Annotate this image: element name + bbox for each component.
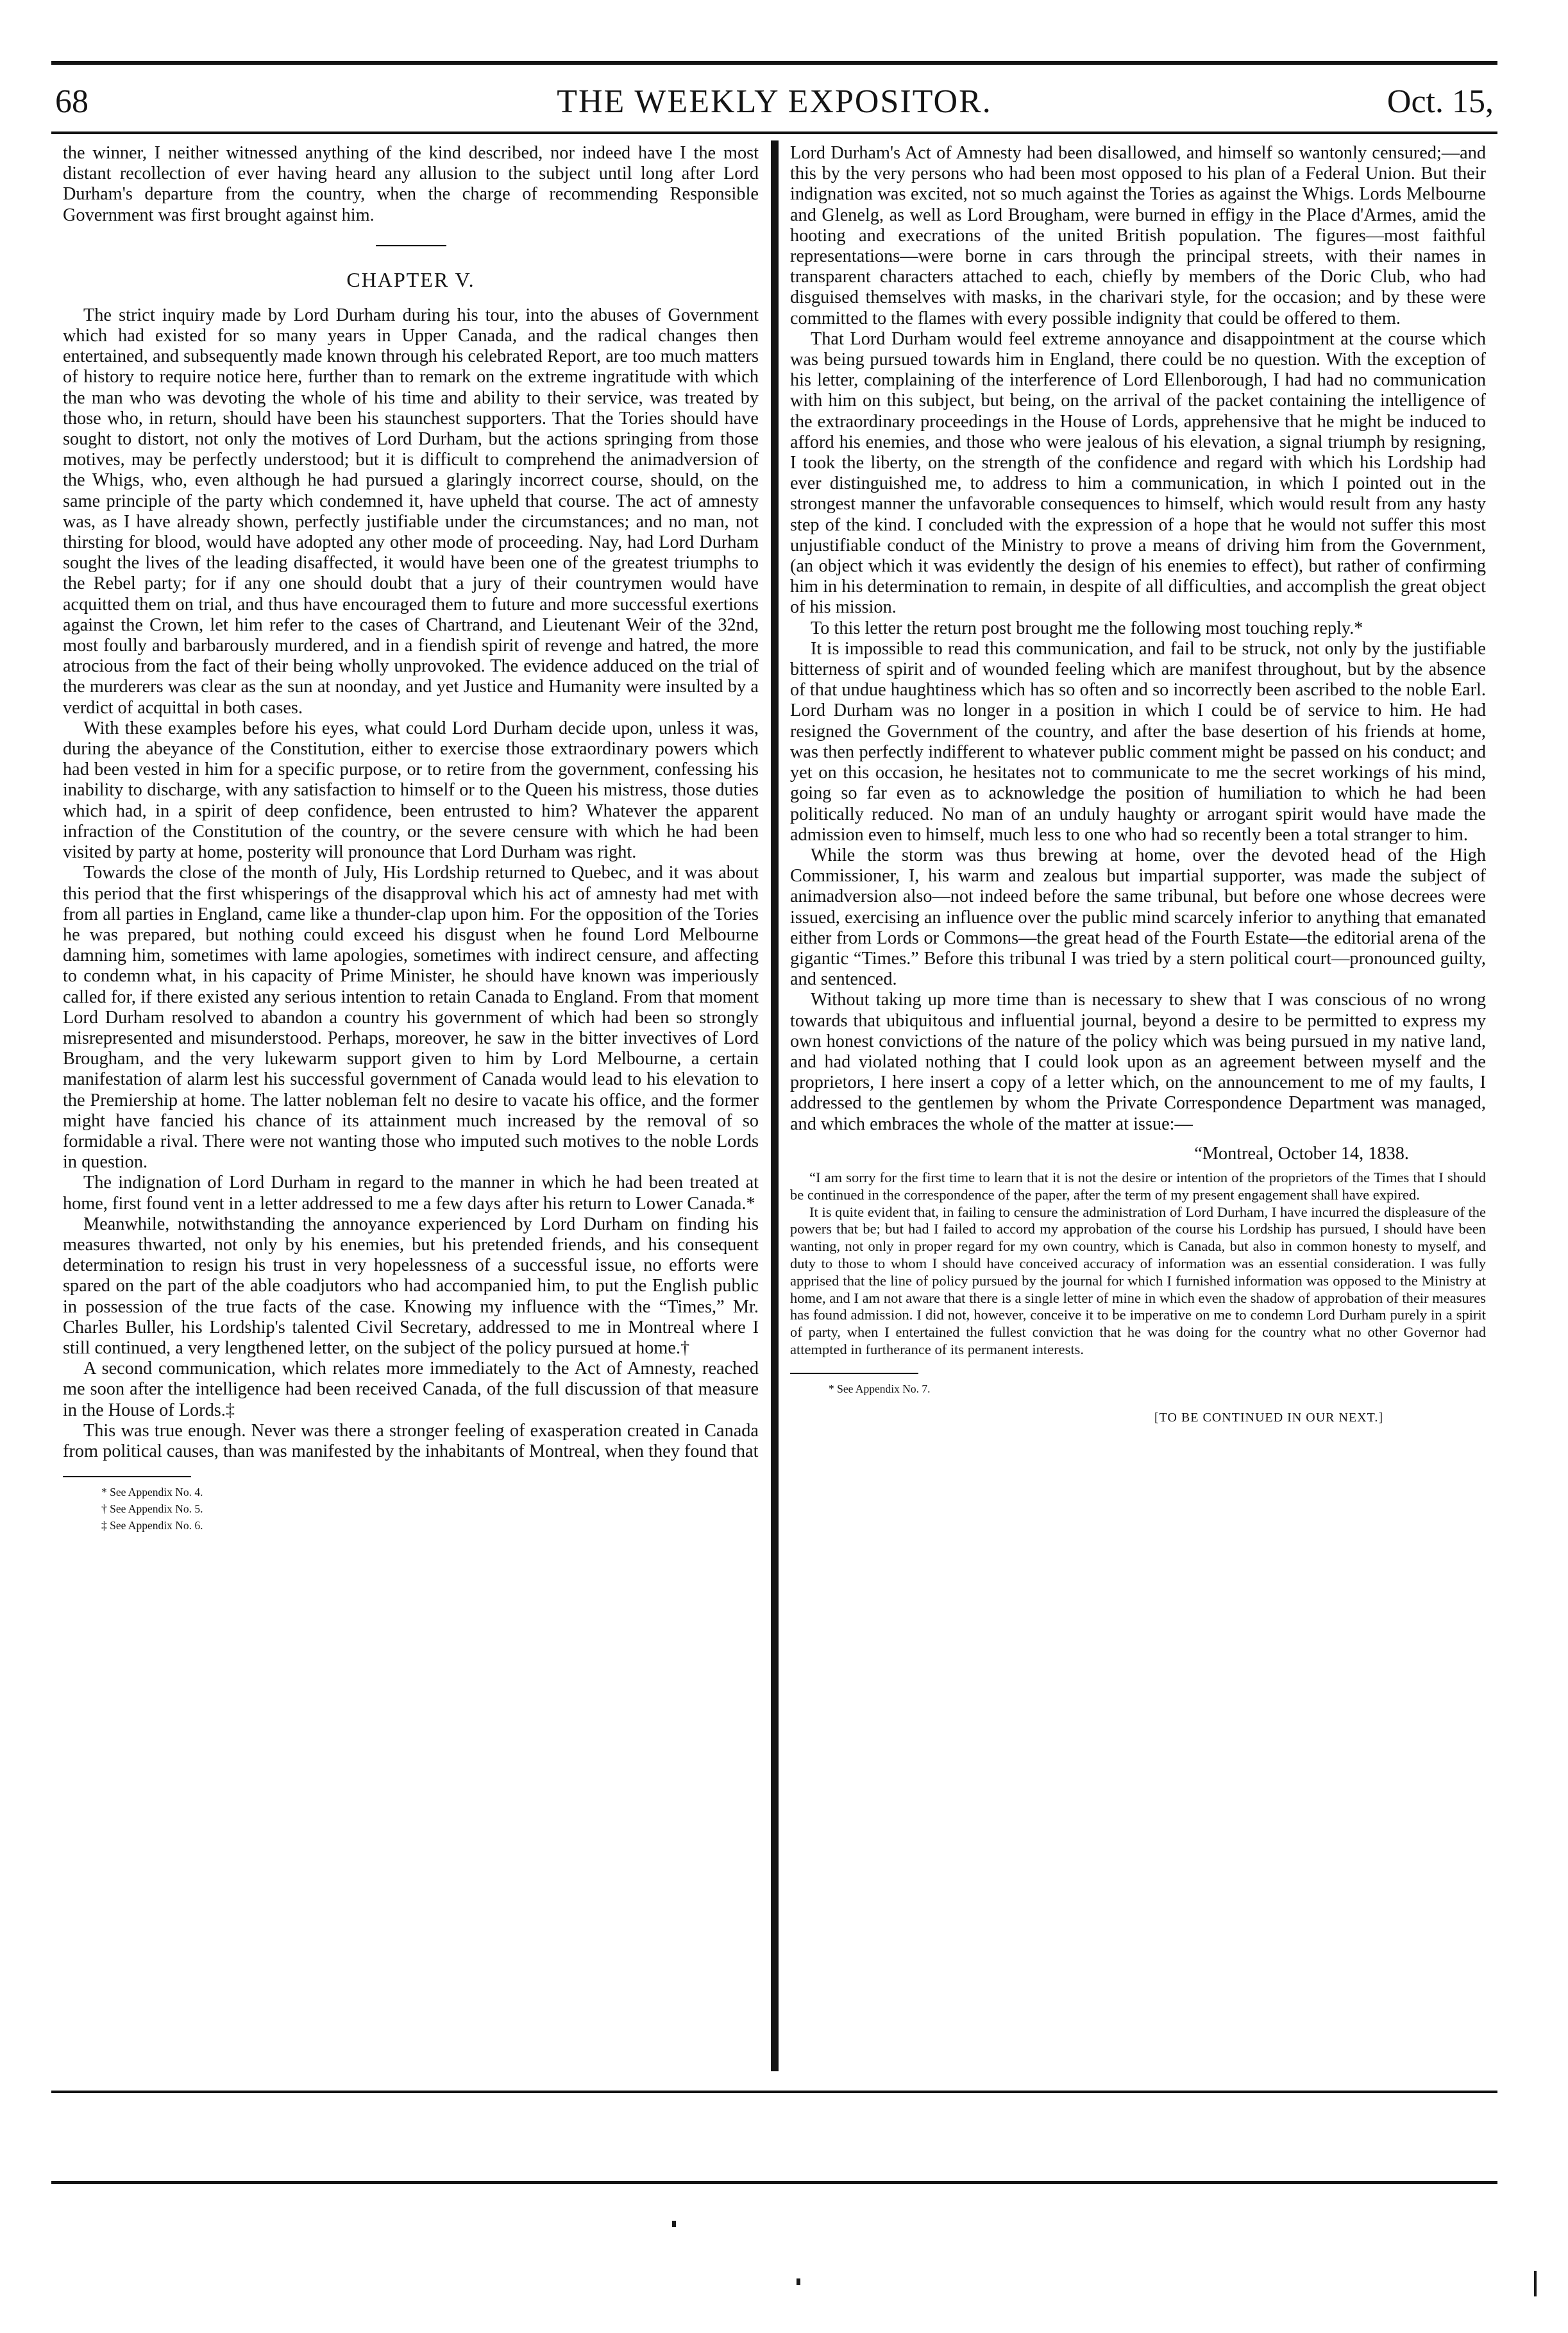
print-speck [672, 2221, 676, 2227]
paragraph: This was true enough. Never was there a stronger feeling of exasperation created in Canada from political causes, than was manifested by the inhabitants of Montreal, when they found that [63, 1420, 759, 1461]
issue-date: Oct. 15, [1387, 83, 1494, 120]
footnote: * See Appendix No. 7. [829, 1382, 931, 1395]
paragraph: While the storm was thus brewing at home, over the devoted head of the High Commissioner, I, his warm and zealous but impartial supporter, was made the subject of animadversion also—not indeed before the same tribunal, but before one whose decrees were issued, exercising an influence over the public mind scarcely inferior to anything that emanated either from Lords or Commons—the great head of the Fourth Estate—the editorial arena of the gigantic “Times.” Before this tribunal I was tried by a stern political court—pronounced guilty, and sentenced. [790, 845, 1486, 990]
column-rule [771, 140, 779, 2071]
paragraph: The strict inquiry made by Lord Durham during his tour, into the abuses of Government which had existed for so many years in Upper Canada, and the radical changes then entertained, and subsequently made known through his celebrated Report, are too much matters of history to require notice here, further than to remark on the extreme ingratitude with which the man who was devoting the whole of his time and ability to their service, was treated by those who, in return, should have been his staunchest supporters. That the Tories should have sought to distort, not only the motives of Lord Durham, but the actions springing from those motives, may be perfectly understood; but it is difficult to comprehend the animadversion of the Whigs, who, even although he had pursued a glaringly incorrect course, should, on the same principle of the party which condemned it, have upheld that course. The act of amnesty was, as I have already shown, perfectly justifiable under the circumstances; and no man, not thirsting for blood, would have adopted any other mode of proceeding. Nay, had Lord Durham sought the lives of the leading disaffected, it would have been one of the greatest triumphs to the Rebel party; for if any one should doubt that a jury of their countrymen would have acquitted them on trial, and thus have encouraged them to future and more successful exertions against the Crown, let him refer to the cases of Chartrand, and Lieutenant Weir of the 32nd, most foully and barbarously murdered, and in a fiendish spirit of revenge and hatred, the more atrocious from the fact of their being wholly unprovoked. The evidence adduced on the trial of the murderers was clear as the sun at noonday, and yet Justice and Humanity were insulted by a verdict of acquittal in both cases. [63, 305, 759, 718]
paragraph: It is impossible to read this communication, and fail to be struck, not only by the justifiable bitterness of spirit and of wounded feeling which are manifest throughout, but by the absence of that undue haughtiness which has so often and so incorrectly been ascribed to the noble Earl. Lord Durham was no longer in a position in which I could be of service to him. He had resigned the Government of the country, and after the base desertion of his friends at home, was then perfectly indifferent to whatever public comment might be passed on his conduct; and yet on this occasion, he hesitates not to communicate to me the secret workings of his mind, going so far even as to acknowledge the position of humiliation to which he had been politically reduced. No man of an unduly haughty or arrogant spirit would have made the admission even to himself, much less to one who had so recently been a total stranger to him. [790, 638, 1486, 845]
letter-dateline: “Montreal, October 14, 1838. [1194, 1143, 1409, 1164]
masthead [51, 74, 1497, 134]
paragraph: That Lord Durham would feel extreme annoyance and disappointment at the course which was being pursued towards him in England, there could be no question. With the exception of his letter, complaining of the interference of Lord Ellenborough, I had had no communication with him on this subject, but being, on the arrival of the packet containing the intelligence of the extraordinary proceedings in the House of Lords, apprehensive that he might be induced to afford his enemies, and those who were jealous of his elevation, a signal triumph by resigning, I took the liberty, on the strength of the confidence and regard with which his Lordship had ever distinguished me, to address to him a communication, in which I pointed out in the strongest manner the unfavorable consequences to himself, which would result from any hasty step of the kind. I concluded with the expression of a hope that he would not suffer this most unjustifiable conduct of the Ministry to prove a means of driving him from the Government, (an object which it was evidently the design of his enemies to effect), but rather of confirming him in his determination to remain, in despite of all difficulties, and accomplish the great object of his mission. [790, 328, 1486, 618]
newspaper-page [51, 61, 1497, 2184]
print-speck [1534, 2271, 1537, 2296]
footnote: † See Appendix No. 5. [101, 1502, 203, 1516]
footnotes [790, 1380, 1486, 1397]
chapter-heading: CHAPTER V. [346, 267, 475, 291]
paragraph: To this letter the return post brought me the following most touching reply.* [811, 618, 1363, 638]
letter-paragraph: “I am sorry for the first time to learn that it is not the desire or intention of the proprietors of the Times that I should be continued in the correspondence of the paper, after the term of my present engagement shall have expired. [790, 1169, 1486, 1203]
paragraph: The indignation of Lord Durham in regard to the manner in which he had been treated at home, first found vent in a letter addressed to me a few days after his return to Lower Canada.* [63, 1173, 759, 1214]
right-column [790, 143, 1486, 2067]
page-number: 68 [55, 83, 89, 120]
paragraph: With these examples before his eyes, what could Lord Durham decide upon, unless it was, during the abeyance of the Constitution, either to exercise those extraordinary powers which had been vested in him for a specific purpose, or to retire from the government, confessing his inability to discharge, with any satisfaction to himself or to the Queen his mistress, those duties which had, in a spirit of deep confidence, been entrusted to him? Whatever the apparent infraction of the Constitution of the country, or the severe censure with which he had been visited by party at home, posterity will pronounce that Lord Durham was right. [63, 718, 759, 863]
footnotes [63, 1484, 759, 1534]
paragraph: A second communication, which relates more immediately to the Act of Amnesty, reached me soon after the intelligence had been received Canada, of the full discussion of that measure in the House of Lords.‡ [63, 1359, 759, 1420]
paragraph: Meanwhile, notwithstanding the annoyance experienced by Lord Durham on finding his measures thwarted, not only by his enemies, but his pretended friends, and his consequent determination to resign his trust in very hopelessness of a successful issue, no efforts were spared on the part of the able coadjutors who had accompanied him, to put the English public in possession of the true facts of the case. Knowing my influence with the “Times,” Mr. Charles Buller, his Lordship's talented Civil Secretary, addressed to me in Montreal where I still continued, a very lengthened letter, on the subject of the policy pursued at home.† [63, 1214, 759, 1358]
footnote: ‡ See Appendix No. 6. [101, 1519, 203, 1532]
paragraph: Without taking up more time than is necessary to shew that I was conscious of no wrong towards that ubiquitous and influential journal, beyond a desire to be permitted to express my own honest convictions of the nature of the policy which was being pursued in my native land, and had violated nothing that I could look upon as an agreement between myself and the proprietors, I here insert a copy of a letter which, on the announcement to me of my faults, I addressed to the gentlemen by whom the Private Correspondence Department was managed, and which embraces the whole of the matter at issue:— [790, 990, 1486, 1134]
print-speck [797, 2278, 800, 2285]
footnote: * See Appendix No. 4. [101, 1486, 203, 1499]
chapter-divider [376, 245, 446, 246]
footnote-rule [63, 1476, 191, 1477]
bottom-rule [51, 2091, 1497, 2093]
paragraph: the winner, I neither witnessed anything of the kind described, nor indeed have I the most distant recollection of ever having heard any allusion to the subject until long after Lord Durham's departure from the country, when the charge of recommending Responsible Government was first brought against him. [63, 143, 759, 225]
letter-paragraph: It is quite evident that, in failing to censure the administration of Lord Durham, I have incurred the displeasure of the powers that be; but had I failed to accord my approbation of the course his Lordship has pursued, I should have been wanting, not only in proper regard for my own country, which is Canada, but also in common honesty to myself, and duty to those to whom I should have conceived accuracy of information was an essential consideration. I was fully apprised that the line of policy pursued by the journal for which I furnished information was opposed to the Ministry at home, and I am not aware that there is a single letter of mine in which even the shadow of approbation of their measures has found admission. I did not, however, conceive it to be imperative on me to condemn Lord Durham purely in a spirit of party, when I entertained the fullest conviction that he was doing for the country what no other Governor had attempted in furtherance of its permanent interests. [790, 1203, 1486, 1357]
left-column [63, 143, 759, 2067]
continued-notice: [TO BE CONTINUED IN OUR NEXT.] [1154, 1410, 1383, 1425]
footnote-rule [790, 1373, 918, 1374]
paragraph: Lord Durham's Act of Amnesty had been disallowed, and himself so wantonly censured;—and this by the very persons who had been most opposed to his plan of a Federal Union. But their indignation was excited, not so much against the Tories as against the Whigs. Lords Melbourne and Glenelg, as well as Lord Brougham, were burned in effigy in the Place d'Armes, amid the hooting and execrations of the united British population. The figures—most faithful representations—were borne in cars through the principal streets, with their names in transparent characters attached to each, chiefly by members of the Doric Club, who had disguised themselves with masks, in the charivari style, for the occasion; and by these were committed to the flames with every possible indignity that could be offered to them. [790, 143, 1486, 328]
publication-title: THE WEEKLY EXPOSITOR. [557, 83, 992, 120]
quoted-letter [790, 1169, 1486, 1359]
paragraph: Towards the close of the month of July, His Lordship returned to Quebec, and it was about this period that the first whisperings of the disapproval which his act of amnesty had met with from all parties in England, came like a thunder-clap upon him. For the opposition of the Tories he was prepared, but nothing could exceed his disgust when he found Lord Melbourne damning him, sometimes with lame apologies, sometimes with indirect censure, and affecting to condemn what, in his capacity of Prime Minister, he should have known was imperiously called for, if there existed any serious intention to retain Canada to England. From that moment Lord Durham resolved to abandon a country his government of which had been so strongly misrepresented and misunderstood. Perhaps, moreover, he saw in the bitter invectives of Lord Brougham, and the very lukewarm support given to him by Lord Melbourne, a certain manifestation of alarm lest his successful government of Canada would lead to his elevation to the Premiership at home. The latter nobleman felt no desire to vacate his office, and the former might have fancied his chance of its attainment much increased by the removal of so formidable a rival. There were not wanting those who imputed such motives to the noble Lords in question. [63, 863, 759, 1173]
